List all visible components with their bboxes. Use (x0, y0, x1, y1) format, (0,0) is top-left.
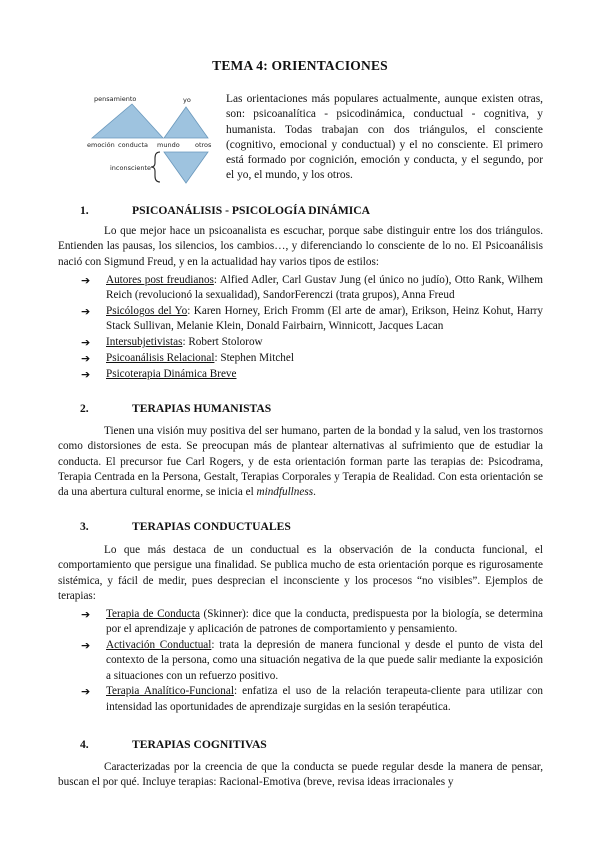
page-title: TEMA 4: ORIENTACIONES (212, 58, 388, 73)
item-term: Psicoterapia Dinámica Breve (106, 367, 237, 380)
section-title: TERAPIAS CONDUCTUALES (132, 520, 291, 533)
label-mundo: mundo (157, 141, 180, 149)
arrow-icon: ➔ (81, 639, 91, 653)
item-text: : Robert Stolorow (182, 336, 263, 349)
section-4-paragraph: Caracterizadas por la creencia de que la conducta se puede regular desde la manera de pensar, buscan el por qué. Incluye terapias: Racional-Emotiva (breve, revisa ideas irracionales y (58, 761, 543, 789)
list-item (80, 638, 543, 684)
arrow-icon: ➔ (81, 685, 91, 699)
item-text: : trata la depresión de manera funcional y desde el punto de vista del contexto de la persona, como una situación negativa de la que puede salir mediante la exposición a situaciones con un refuerzo positivo. (106, 639, 543, 682)
triangles-figure (86, 92, 221, 187)
section-2-heading (80, 402, 271, 415)
section-1-heading (80, 204, 370, 217)
list-item (80, 335, 543, 350)
list-item (80, 351, 543, 366)
item-text: : enfatiza el uso de la relación terapeuta-cliente para utilizar con intensidad las oportunidades de aprendizaje surgidas en la sesión terapéutica. (106, 685, 544, 713)
item-term: Terapia Analítico-Funcional (106, 685, 234, 698)
item-text: : Alfied Adler, Carl Gustav Jung (el único no judío), Otto Rank, Wilhem Reich (revolucionó la sexualidad), SandorFerenczi (trata grupos), Anna Freud (106, 274, 543, 302)
section-3-heading (80, 520, 291, 533)
section-number: 2. (80, 402, 89, 415)
list-item (80, 684, 543, 715)
arrow-icon: ➔ (81, 305, 91, 319)
label-otros: otros (195, 141, 212, 149)
section-number: 1. (80, 204, 89, 217)
paragraph-text: Tienen una visión muy positiva del ser humano, parten de la bondad y la salud, ven los trastornos como distorsiones de esta. Se preocupan más de plantear alternativas al sufrimiento que de estudiar la conducta. El precursor fue Carl Rogers, y de esta orientación forman parte las terapias de: Psicodrama, Terapia Centrada en la Persona, Gestalt, Terapias Corporales y Terapia de Realidad. Con esta orientación se da una abertura cultural enorme, se inicia el (58, 425, 543, 499)
section-3-paragraph: Lo que más destaca de un conductual es la observación de la conducta funcional, el comportamiento que persigue una finalidad. Se publica mucho de esta orientación porque es rigurosamente sistémica, y fácil de medir, pues desprecian el inconsciente y los procesos “no visibles”. Ejemplos de terapias: (58, 544, 543, 602)
label-conducta: conducta (118, 141, 149, 149)
label-pensamiento: pensamiento (94, 95, 137, 103)
section-number: 4. (80, 738, 89, 751)
item-term: Autores post freudianos (106, 274, 214, 286)
triangles-diagram (86, 92, 221, 187)
item-text: : Karen Horney, Erich Fromm (El arte de amar), Erikson, Heinz Kohut, Harry Stack Sullivan, Melanie Klein, Donald Fairbairn, Winnicott, Jacques Lacan (106, 305, 543, 333)
paragraph-italic: mindfullness (256, 486, 314, 499)
label-inconsciente: inconsciente (110, 164, 152, 172)
conscious-triangle (92, 104, 163, 138)
item-term: Terapia de Conducta (106, 608, 200, 620)
brace-icon (151, 152, 160, 182)
list-item (80, 367, 543, 382)
item-term: Activación Conductual (106, 639, 212, 652)
section-title: TERAPIAS COGNITIVAS (132, 738, 267, 751)
section-number: 3. (80, 520, 89, 533)
label-emocion: emoción (87, 141, 115, 149)
arrow-icon: ➔ (81, 336, 91, 350)
section-3-list (80, 607, 543, 716)
item-text: (Skinner): dice que la conducta, predispuesta por la biología, se determina por el aprendizaje y aplicación de patrones de comportamiento y pensamiento. (106, 608, 543, 636)
section-4-heading (80, 738, 267, 751)
item-term: Intersubjetivistas (106, 336, 183, 349)
section-2-paragraph (58, 424, 543, 500)
list-item (80, 304, 543, 335)
item-term: Psicólogos del Yo (106, 305, 188, 318)
section-1-list (80, 273, 543, 383)
section-title: PSICOANÁLISIS - PSICOLOGÍA DINÁMICA (132, 204, 371, 217)
arrow-icon: ➔ (81, 608, 91, 621)
list-item (80, 607, 543, 638)
item-text: : Stephen Mitchel (214, 351, 294, 364)
unconscious-triangle (164, 152, 208, 183)
section-title: TERAPIAS HUMANISTAS (132, 402, 272, 415)
item-term: Psicoanálisis Relacional (106, 351, 215, 364)
paragraph-end: . (313, 486, 316, 499)
section-1-paragraph: Lo que mejor hace un psicoanalista es escuchar, porque sabe distinguir entre los dos triángulos. Entienden las pausas, los silencios, los cambios…, y diferenciando lo consciente de lo no. El Psicoanálisis nació con Sigmund Freud, y en la actualidad hay varios tipos de estilos: (58, 225, 543, 268)
label-yo: yo (183, 96, 191, 104)
self-triangle (164, 107, 208, 138)
list-item (80, 273, 543, 304)
arrow-icon: ➔ (81, 274, 91, 287)
intro-paragraph: Las orientaciones más populares actualmente, aunque existen otras, son: psicoanalítica - psicodinámica, conductual - cognitiva, y humanista. Todas trabajan con dos triángulos, el consciente (cognitivo, emocional y conductual) y el no consciente. El primero está formado por cognición, emoción y conducta, y el segundo, por el yo, el mundo, y los otros. (226, 93, 543, 182)
arrow-icon: ➔ (81, 351, 91, 365)
arrow-icon: ➔ (81, 367, 91, 381)
